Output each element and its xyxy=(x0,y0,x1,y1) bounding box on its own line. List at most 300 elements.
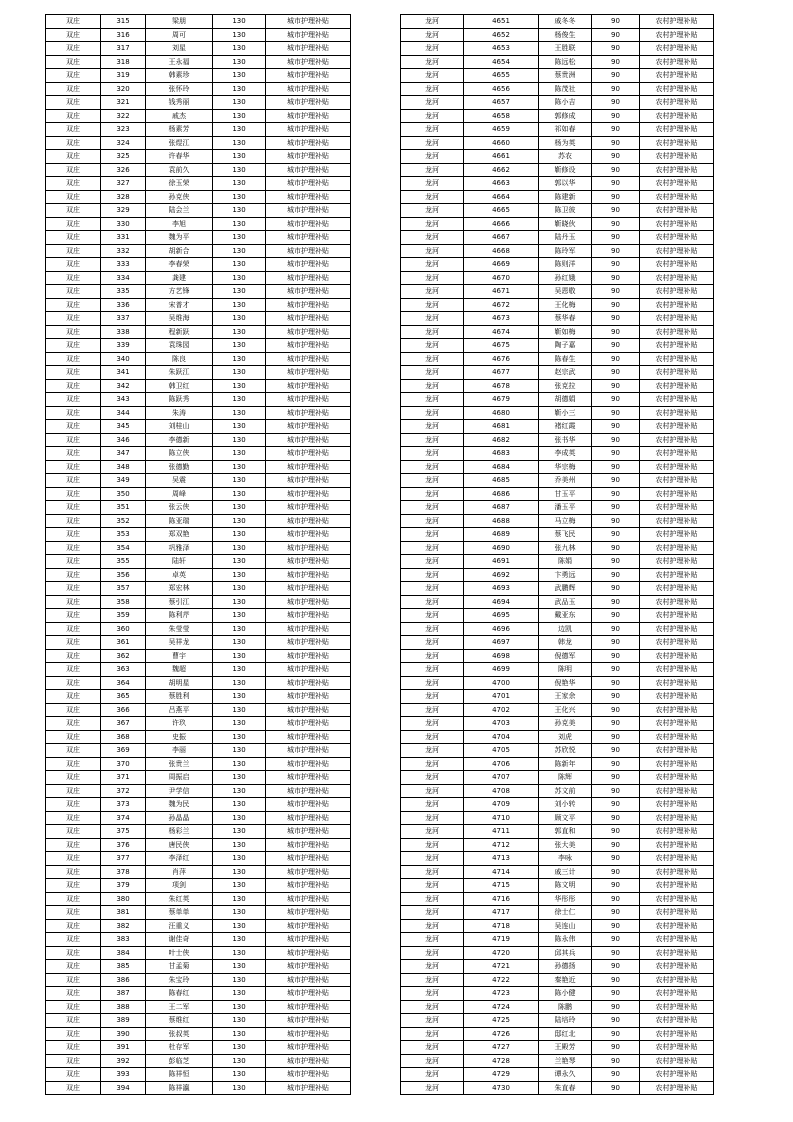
amount-cell: 90 xyxy=(592,82,640,96)
table-row xyxy=(401,555,714,569)
table-row xyxy=(401,757,714,771)
amount-cell: 130 xyxy=(213,784,266,798)
serial-cell: 4677 xyxy=(464,366,539,380)
town-cell: 龙河 xyxy=(401,703,464,717)
name-cell: 许春华 xyxy=(146,150,213,164)
town-cell: 双庄 xyxy=(46,393,101,407)
name-cell: 张怀玲 xyxy=(146,82,213,96)
town-cell: 双庄 xyxy=(46,582,101,596)
table-row xyxy=(401,393,714,407)
table-row xyxy=(46,271,351,285)
town-cell: 龙河 xyxy=(401,109,464,123)
name-cell: 祁如春 xyxy=(539,123,592,137)
serial-cell: 4697 xyxy=(464,636,539,650)
table-row xyxy=(401,339,714,353)
town-cell: 双庄 xyxy=(46,325,101,339)
amount-cell: 130 xyxy=(213,393,266,407)
serial-cell: 386 xyxy=(101,973,146,987)
serial-cell: 4713 xyxy=(464,852,539,866)
town-cell: 双庄 xyxy=(46,123,101,137)
town-cell: 龙河 xyxy=(401,973,464,987)
table-row xyxy=(46,298,351,312)
amount-cell: 90 xyxy=(592,204,640,218)
name-cell: 戚杰 xyxy=(146,109,213,123)
amount-cell: 90 xyxy=(592,622,640,636)
type-cell: 城市护理补贴 xyxy=(266,946,351,960)
table-row xyxy=(46,150,351,164)
name-cell: 蔡胜利 xyxy=(146,690,213,704)
serial-cell: 4699 xyxy=(464,663,539,677)
table-row xyxy=(46,555,351,569)
serial-cell: 339 xyxy=(101,339,146,353)
serial-cell: 4669 xyxy=(464,258,539,272)
name-cell: 蔡单单 xyxy=(146,906,213,920)
type-cell: 城市护理补贴 xyxy=(266,838,351,852)
type-cell: 农村护理补贴 xyxy=(640,595,714,609)
name-cell: 张克拉 xyxy=(539,379,592,393)
town-cell: 龙河 xyxy=(401,946,464,960)
amount-cell: 90 xyxy=(592,744,640,758)
type-cell: 城市护理补贴 xyxy=(266,271,351,285)
amount-cell: 130 xyxy=(213,636,266,650)
type-cell: 城市护理补贴 xyxy=(266,190,351,204)
type-cell: 农村护理补贴 xyxy=(640,352,714,366)
serial-cell: 4721 xyxy=(464,960,539,974)
amount-cell: 90 xyxy=(592,730,640,744)
name-cell: 郑宏林 xyxy=(146,582,213,596)
name-cell: 戚冬冬 xyxy=(539,15,592,29)
serial-cell: 342 xyxy=(101,379,146,393)
town-cell: 龙河 xyxy=(401,352,464,366)
type-cell: 农村护理补贴 xyxy=(640,447,714,461)
type-cell: 城市护理补贴 xyxy=(266,447,351,461)
amount-cell: 130 xyxy=(213,757,266,771)
type-cell: 农村护理补贴 xyxy=(640,285,714,299)
table-row xyxy=(46,568,351,582)
town-cell: 龙河 xyxy=(401,123,464,137)
table-row xyxy=(46,285,351,299)
amount-cell: 90 xyxy=(592,1041,640,1055)
serial-cell: 362 xyxy=(101,649,146,663)
town-cell: 龙河 xyxy=(401,541,464,555)
table-row xyxy=(46,393,351,407)
amount-cell: 130 xyxy=(213,690,266,704)
table-row xyxy=(46,528,351,542)
name-cell: 孙红娥 xyxy=(539,271,592,285)
serial-cell: 320 xyxy=(101,82,146,96)
type-cell: 城市护理补贴 xyxy=(266,528,351,542)
town-cell: 龙河 xyxy=(401,514,464,528)
amount-cell: 130 xyxy=(213,42,266,56)
serial-cell: 376 xyxy=(101,838,146,852)
table-row xyxy=(401,55,714,69)
serial-cell: 4680 xyxy=(464,406,539,420)
name-cell: 孙克美 xyxy=(539,717,592,731)
type-cell: 城市护理补贴 xyxy=(266,96,351,110)
town-cell: 龙河 xyxy=(401,811,464,825)
amount-cell: 130 xyxy=(213,879,266,893)
table-row xyxy=(46,501,351,515)
table-row xyxy=(46,906,351,920)
amount-cell: 90 xyxy=(592,676,640,690)
table-row xyxy=(46,1014,351,1028)
serial-cell: 379 xyxy=(101,879,146,893)
amount-cell: 90 xyxy=(592,285,640,299)
amount-cell: 130 xyxy=(213,474,266,488)
table-row xyxy=(46,231,351,245)
town-cell: 双庄 xyxy=(46,163,101,177)
amount-cell: 130 xyxy=(213,231,266,245)
left-subsidy-table xyxy=(45,14,351,1095)
amount-cell: 130 xyxy=(213,541,266,555)
table-row xyxy=(401,879,714,893)
type-cell: 农村护理补贴 xyxy=(640,15,714,29)
amount-cell: 130 xyxy=(213,825,266,839)
table-row xyxy=(46,487,351,501)
town-cell: 龙河 xyxy=(401,1081,464,1095)
serial-cell: 4730 xyxy=(464,1081,539,1095)
serial-cell: 4693 xyxy=(464,582,539,596)
serial-cell: 4704 xyxy=(464,730,539,744)
type-cell: 城市护理补贴 xyxy=(266,244,351,258)
name-cell: 张煜江 xyxy=(146,136,213,150)
type-cell: 农村护理补贴 xyxy=(640,366,714,380)
name-cell: 张书华 xyxy=(539,433,592,447)
table-row xyxy=(46,1027,351,1041)
amount-cell: 90 xyxy=(592,771,640,785)
town-cell: 龙河 xyxy=(401,892,464,906)
town-cell: 双庄 xyxy=(46,298,101,312)
table-row xyxy=(46,123,351,137)
amount-cell: 130 xyxy=(213,528,266,542)
name-cell: 韩素珍 xyxy=(146,69,213,83)
type-cell: 农村护理补贴 xyxy=(640,150,714,164)
serial-cell: 380 xyxy=(101,892,146,906)
right-table-body xyxy=(401,15,714,1095)
amount-cell: 90 xyxy=(592,987,640,1001)
serial-cell: 4714 xyxy=(464,865,539,879)
type-cell: 城市护理补贴 xyxy=(266,1041,351,1055)
type-cell: 农村护理补贴 xyxy=(640,906,714,920)
type-cell: 农村护理补贴 xyxy=(640,55,714,69)
town-cell: 龙河 xyxy=(401,244,464,258)
amount-cell: 90 xyxy=(592,1068,640,1082)
town-cell: 龙河 xyxy=(401,1041,464,1055)
amount-cell: 90 xyxy=(592,1027,640,1041)
name-cell: 陈立侠 xyxy=(146,447,213,461)
type-cell: 城市护理补贴 xyxy=(266,406,351,420)
table-row xyxy=(46,757,351,771)
type-cell: 城市护理补贴 xyxy=(266,879,351,893)
type-cell: 城市护理补贴 xyxy=(266,960,351,974)
serial-cell: 337 xyxy=(101,312,146,326)
type-cell: 城市护理补贴 xyxy=(266,933,351,947)
table-row xyxy=(401,96,714,110)
town-cell: 双庄 xyxy=(46,906,101,920)
table-row xyxy=(46,136,351,150)
amount-cell: 90 xyxy=(592,1081,640,1095)
name-cell: 戴亚东 xyxy=(539,609,592,623)
table-row xyxy=(401,703,714,717)
table-row xyxy=(401,973,714,987)
amount-cell: 90 xyxy=(592,109,640,123)
serial-cell: 340 xyxy=(101,352,146,366)
table-row xyxy=(46,784,351,798)
name-cell: 蔡飞民 xyxy=(539,528,592,542)
name-cell: 程新跃 xyxy=(146,325,213,339)
type-cell: 城市护理补贴 xyxy=(266,555,351,569)
serial-cell: 4723 xyxy=(464,987,539,1001)
serial-cell: 4710 xyxy=(464,811,539,825)
serial-cell: 377 xyxy=(101,852,146,866)
table-row xyxy=(46,1068,351,1082)
serial-cell: 393 xyxy=(101,1068,146,1082)
amount-cell: 130 xyxy=(213,298,266,312)
town-cell: 双庄 xyxy=(46,973,101,987)
table-row xyxy=(401,676,714,690)
serial-cell: 326 xyxy=(101,163,146,177)
town-cell: 双庄 xyxy=(46,55,101,69)
town-cell: 双庄 xyxy=(46,825,101,839)
table-row xyxy=(401,784,714,798)
amount-cell: 90 xyxy=(592,568,640,582)
name-cell: 苏文前 xyxy=(539,784,592,798)
name-cell: 马立梅 xyxy=(539,514,592,528)
amount-cell: 90 xyxy=(592,825,640,839)
town-cell: 龙河 xyxy=(401,325,464,339)
serial-cell: 4663 xyxy=(464,177,539,191)
town-cell: 双庄 xyxy=(46,609,101,623)
name-cell: 陆培玲 xyxy=(539,1014,592,1028)
table-row xyxy=(401,771,714,785)
serial-cell: 354 xyxy=(101,541,146,555)
table-row xyxy=(46,892,351,906)
town-cell: 龙河 xyxy=(401,1054,464,1068)
name-cell: 朱莹莹 xyxy=(146,622,213,636)
table-row xyxy=(46,838,351,852)
serial-cell: 4691 xyxy=(464,555,539,569)
name-cell: 王家余 xyxy=(539,690,592,704)
amount-cell: 90 xyxy=(592,406,640,420)
town-cell: 双庄 xyxy=(46,1000,101,1014)
amount-cell: 130 xyxy=(213,987,266,1001)
type-cell: 农村护理补贴 xyxy=(640,730,714,744)
town-cell: 双庄 xyxy=(46,136,101,150)
town-cell: 龙河 xyxy=(401,865,464,879)
type-cell: 城市护理补贴 xyxy=(266,1014,351,1028)
table-row xyxy=(46,919,351,933)
type-cell: 城市护理补贴 xyxy=(266,919,351,933)
amount-cell: 130 xyxy=(213,15,266,29)
name-cell: 倪德军 xyxy=(539,649,592,663)
type-cell: 城市护理补贴 xyxy=(266,420,351,434)
town-cell: 龙河 xyxy=(401,798,464,812)
amount-cell: 130 xyxy=(213,177,266,191)
amount-cell: 130 xyxy=(213,1014,266,1028)
town-cell: 双庄 xyxy=(46,487,101,501)
table-row xyxy=(401,798,714,812)
town-cell: 双庄 xyxy=(46,865,101,879)
type-cell: 农村护理补贴 xyxy=(640,1054,714,1068)
name-cell: 魏为民 xyxy=(146,798,213,812)
town-cell: 双庄 xyxy=(46,15,101,29)
name-cell: 郑双艳 xyxy=(146,528,213,542)
town-cell: 双庄 xyxy=(46,190,101,204)
name-cell: 王化兴 xyxy=(539,703,592,717)
serial-cell: 368 xyxy=(101,730,146,744)
type-cell: 农村护理补贴 xyxy=(640,204,714,218)
type-cell: 农村护理补贴 xyxy=(640,325,714,339)
serial-cell: 381 xyxy=(101,906,146,920)
type-cell: 城市护理补贴 xyxy=(266,744,351,758)
table-row xyxy=(401,825,714,839)
table-row xyxy=(401,150,714,164)
serial-cell: 394 xyxy=(101,1081,146,1095)
name-cell: 吴祥龙 xyxy=(146,636,213,650)
name-cell: 朱红英 xyxy=(146,892,213,906)
town-cell: 龙河 xyxy=(401,636,464,650)
name-cell: 刘星 xyxy=(146,42,213,56)
amount-cell: 90 xyxy=(592,933,640,947)
town-cell: 龙河 xyxy=(401,879,464,893)
serial-cell: 357 xyxy=(101,582,146,596)
name-cell: 吴震 xyxy=(146,474,213,488)
table-row xyxy=(46,541,351,555)
table-row xyxy=(46,42,351,56)
type-cell: 农村护理补贴 xyxy=(640,852,714,866)
serial-cell: 4687 xyxy=(464,501,539,515)
type-cell: 城市护理补贴 xyxy=(266,609,351,623)
serial-cell: 366 xyxy=(101,703,146,717)
amount-cell: 130 xyxy=(213,366,266,380)
table-row xyxy=(401,838,714,852)
table-row xyxy=(401,42,714,56)
serial-cell: 323 xyxy=(101,123,146,137)
town-cell: 双庄 xyxy=(46,946,101,960)
town-cell: 龙河 xyxy=(401,474,464,488)
serial-cell: 349 xyxy=(101,474,146,488)
town-cell: 双庄 xyxy=(46,595,101,609)
town-cell: 龙河 xyxy=(401,258,464,272)
serial-cell: 4690 xyxy=(464,541,539,555)
name-cell: 徐士仁 xyxy=(539,906,592,920)
town-cell: 双庄 xyxy=(46,798,101,812)
serial-cell: 330 xyxy=(101,217,146,231)
table-row xyxy=(46,15,351,29)
name-cell: 靳晓伙 xyxy=(539,217,592,231)
type-cell: 农村护理补贴 xyxy=(640,69,714,83)
name-cell: 陈新年 xyxy=(539,757,592,771)
amount-cell: 130 xyxy=(213,703,266,717)
amount-cell: 130 xyxy=(213,933,266,947)
amount-cell: 90 xyxy=(592,757,640,771)
name-cell: 陈建新 xyxy=(539,190,592,204)
amount-cell: 90 xyxy=(592,717,640,731)
serial-cell: 4653 xyxy=(464,42,539,56)
type-cell: 城市护理补贴 xyxy=(266,649,351,663)
serial-cell: 347 xyxy=(101,447,146,461)
type-cell: 城市护理补贴 xyxy=(266,582,351,596)
serial-cell: 4682 xyxy=(464,433,539,447)
town-cell: 双庄 xyxy=(46,28,101,42)
name-cell: 许玖 xyxy=(146,717,213,731)
amount-cell: 90 xyxy=(592,433,640,447)
amount-cell: 90 xyxy=(592,514,640,528)
name-cell: 杨彩兰 xyxy=(146,825,213,839)
type-cell: 农村护理补贴 xyxy=(640,609,714,623)
town-cell: 双庄 xyxy=(46,811,101,825)
table-row xyxy=(46,1000,351,1014)
town-cell: 双庄 xyxy=(46,892,101,906)
table-row xyxy=(46,204,351,218)
name-cell: 陈茂社 xyxy=(539,82,592,96)
amount-cell: 130 xyxy=(213,163,266,177)
table-row xyxy=(46,163,351,177)
name-cell: 卓英 xyxy=(146,568,213,582)
name-cell: 杨素芳 xyxy=(146,123,213,137)
amount-cell: 130 xyxy=(213,609,266,623)
amount-cell: 90 xyxy=(592,150,640,164)
amount-cell: 90 xyxy=(592,798,640,812)
town-cell: 龙河 xyxy=(401,460,464,474)
table-row xyxy=(46,96,351,110)
amount-cell: 90 xyxy=(592,541,640,555)
amount-cell: 90 xyxy=(592,325,640,339)
amount-cell: 130 xyxy=(213,190,266,204)
town-cell: 龙河 xyxy=(401,447,464,461)
name-cell: 张大美 xyxy=(539,838,592,852)
name-cell: 边凯 xyxy=(539,622,592,636)
amount-cell: 90 xyxy=(592,136,640,150)
town-cell: 龙河 xyxy=(401,730,464,744)
table-row xyxy=(401,1014,714,1028)
serial-cell: 4715 xyxy=(464,879,539,893)
amount-cell: 90 xyxy=(592,973,640,987)
town-cell: 双庄 xyxy=(46,960,101,974)
town-cell: 龙河 xyxy=(401,649,464,663)
type-cell: 城市护理补贴 xyxy=(266,622,351,636)
amount-cell: 130 xyxy=(213,798,266,812)
serial-cell: 4658 xyxy=(464,109,539,123)
serial-cell: 363 xyxy=(101,663,146,677)
table-row xyxy=(46,609,351,623)
table-row xyxy=(401,690,714,704)
type-cell: 城市护理补贴 xyxy=(266,703,351,717)
type-cell: 城市护理补贴 xyxy=(266,852,351,866)
name-cell: 孙晶晶 xyxy=(146,811,213,825)
town-cell: 龙河 xyxy=(401,96,464,110)
name-cell: 叶士侠 xyxy=(146,946,213,960)
type-cell: 城市护理补贴 xyxy=(266,55,351,69)
town-cell: 双庄 xyxy=(46,231,101,245)
name-cell: 陈明 xyxy=(539,663,592,677)
town-cell: 龙河 xyxy=(401,825,464,839)
table-row xyxy=(46,771,351,785)
town-cell: 双庄 xyxy=(46,744,101,758)
name-cell: 李泽红 xyxy=(146,852,213,866)
name-cell: 陈利芹 xyxy=(146,609,213,623)
table-row xyxy=(401,28,714,42)
amount-cell: 90 xyxy=(592,838,640,852)
town-cell: 龙河 xyxy=(401,717,464,731)
town-cell: 双庄 xyxy=(46,784,101,798)
amount-cell: 90 xyxy=(592,595,640,609)
table-row xyxy=(401,622,714,636)
town-cell: 双庄 xyxy=(46,217,101,231)
serial-cell: 374 xyxy=(101,811,146,825)
amount-cell: 90 xyxy=(592,663,640,677)
town-cell: 龙河 xyxy=(401,298,464,312)
